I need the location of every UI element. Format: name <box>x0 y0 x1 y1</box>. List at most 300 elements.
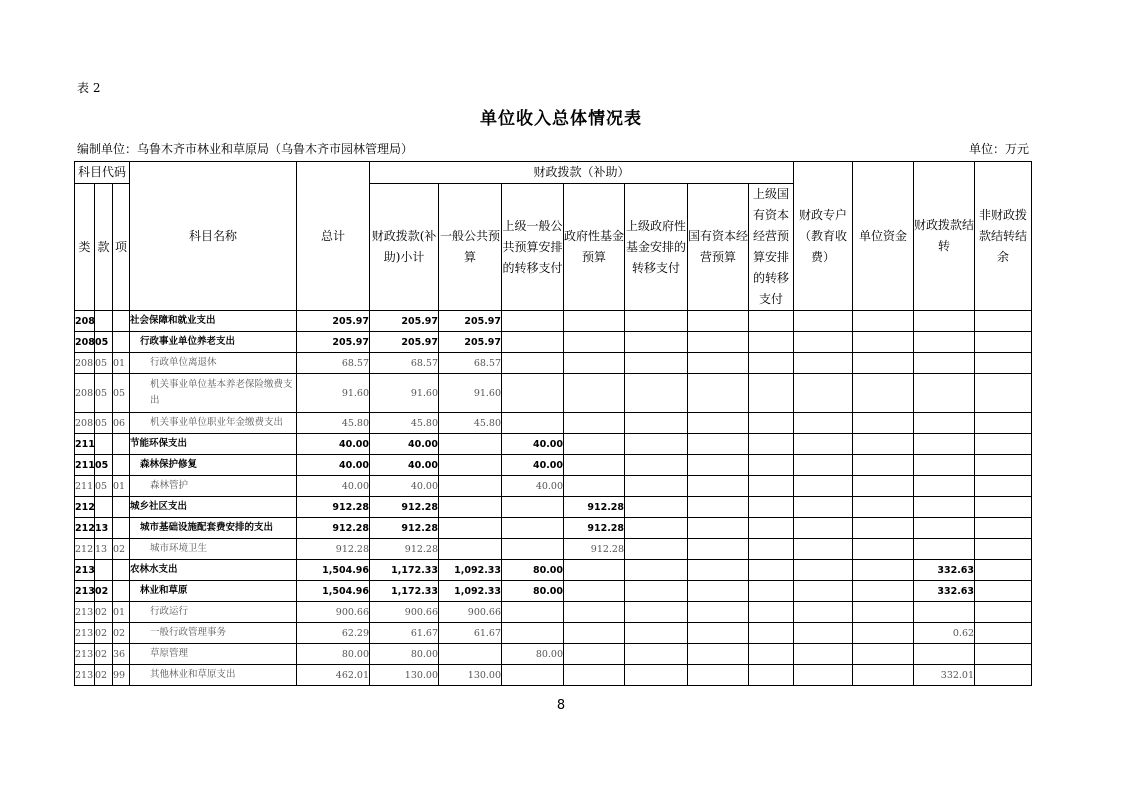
cell-carry <box>914 434 975 455</box>
cell-upper-gov-fund <box>625 623 688 644</box>
cell-xiang: 36 <box>113 644 130 665</box>
cell-subtotal: 80.00 <box>370 644 439 665</box>
cell-general: 61.67 <box>439 623 502 644</box>
cell-upper-general: 80.00 <box>502 581 564 602</box>
cell-upper-gov-fund <box>625 665 688 686</box>
cell-name: 行政事业单位养老支出 <box>130 332 297 353</box>
cell-upper-state-capital <box>749 353 794 374</box>
cell-unit <box>853 539 914 560</box>
cell-xiang: 05 <box>113 374 130 413</box>
cell-unit <box>853 311 914 332</box>
cell-noncarry <box>975 644 1032 665</box>
cell-total: 40.00 <box>297 476 370 497</box>
cell-carry <box>914 332 975 353</box>
cell-noncarry <box>975 455 1032 476</box>
header-fiscal-carryover: 财政拨款结转 <box>914 162 975 311</box>
header-general-budget: 一般公共预算 <box>439 184 502 311</box>
cell-state-capital <box>688 497 749 518</box>
cell-kuan: 02 <box>95 602 113 623</box>
cell-gov-fund <box>564 560 625 581</box>
cell-kuan: 02 <box>95 623 113 644</box>
cell-upper-general: 40.00 <box>502 455 564 476</box>
cell-upper-general: 80.00 <box>502 644 564 665</box>
cell-lei: 213 <box>75 581 95 602</box>
cell-total: 1,504.96 <box>297 560 370 581</box>
cell-total: 205.97 <box>297 311 370 332</box>
cell-lei: 208 <box>75 353 95 374</box>
cell-lei: 213 <box>75 560 95 581</box>
cell-general <box>439 476 502 497</box>
cell-noncarry <box>975 374 1032 413</box>
cell-carry: 332.63 <box>914 581 975 602</box>
cell-subtotal: 205.97 <box>370 311 439 332</box>
cell-name: 森林保护修复 <box>130 455 297 476</box>
cell-noncarry <box>975 665 1032 686</box>
cell-subtotal: 1,172.33 <box>370 560 439 581</box>
cell-total: 912.28 <box>297 539 370 560</box>
cell-kuan: 02 <box>95 644 113 665</box>
cell-gov-fund: 912.28 <box>564 497 625 518</box>
cell-upper-gov-fund <box>625 455 688 476</box>
cell-subtotal: 912.28 <box>370 497 439 518</box>
cell-gov-fund <box>564 353 625 374</box>
cell-subtotal: 40.00 <box>370 455 439 476</box>
header-lei: 类 <box>75 184 95 311</box>
cell-upper-general <box>502 311 564 332</box>
cell-general: 205.97 <box>439 311 502 332</box>
cell-name: 行政单位离退休 <box>130 353 297 374</box>
cell-carry <box>914 539 975 560</box>
cell-name: 草原管理 <box>130 644 297 665</box>
cell-name: 其他林业和草原支出 <box>130 665 297 686</box>
cell-general <box>439 455 502 476</box>
cell-name: 林业和草原 <box>130 581 297 602</box>
cell-gov-fund <box>564 644 625 665</box>
header-upper-general: 上级一般公共预算安排的转移支付 <box>502 184 564 311</box>
cell-special <box>794 665 853 686</box>
cell-lei: 211 <box>75 434 95 455</box>
cell-xiang: 99 <box>113 665 130 686</box>
cell-kuan: 05 <box>95 455 113 476</box>
cell-upper-state-capital <box>749 602 794 623</box>
cell-carry <box>914 455 975 476</box>
cell-subtotal: 1,172.33 <box>370 581 439 602</box>
cell-upper-general: 40.00 <box>502 476 564 497</box>
cell-upper-gov-fund <box>625 497 688 518</box>
cell-unit <box>853 434 914 455</box>
compiling-unit: 编制单位：乌鲁木齐市林业和草原局（乌鲁木齐市园林管理局） <box>77 142 414 156</box>
table-row <box>75 602 1032 623</box>
header-unit-funds: 单位资金 <box>853 162 914 311</box>
cell-upper-gov-fund <box>625 518 688 539</box>
cell-carry <box>914 602 975 623</box>
header-state-capital: 国有资本经营预算 <box>688 184 749 311</box>
cell-lei: 211 <box>75 476 95 497</box>
cell-total: 80.00 <box>297 644 370 665</box>
header-fiscal-subtotal: 财政拨款(补助)小计 <box>370 184 439 311</box>
cell-subtotal: 900.66 <box>370 602 439 623</box>
cell-upper-state-capital <box>749 434 794 455</box>
cell-upper-gov-fund <box>625 413 688 434</box>
table-row <box>75 332 1032 353</box>
currency-unit: 单位：万元 <box>968 142 1029 156</box>
cell-upper-gov-fund <box>625 581 688 602</box>
cell-gov-fund <box>564 455 625 476</box>
cell-xiang <box>113 581 130 602</box>
cell-general <box>439 644 502 665</box>
table-row <box>75 623 1032 644</box>
cell-state-capital <box>688 518 749 539</box>
cell-subtotal: 912.28 <box>370 539 439 560</box>
cell-upper-general: 80.00 <box>502 560 564 581</box>
cell-xiang <box>113 560 130 581</box>
cell-upper-gov-fund <box>625 332 688 353</box>
cell-upper-state-capital <box>749 560 794 581</box>
cell-carry: 332.63 <box>914 560 975 581</box>
cell-state-capital <box>688 644 749 665</box>
cell-state-capital <box>688 623 749 644</box>
cell-xiang: 01 <box>113 476 130 497</box>
cell-state-capital <box>688 665 749 686</box>
cell-unit <box>853 602 914 623</box>
cell-special <box>794 644 853 665</box>
page-number: 8 <box>556 698 566 713</box>
cell-state-capital <box>688 374 749 413</box>
cell-upper-general <box>502 332 564 353</box>
income-table <box>74 161 1032 686</box>
cell-upper-state-capital <box>749 455 794 476</box>
cell-unit <box>853 413 914 434</box>
header-upper-gov-fund: 上级政府性基金安排的转移支付 <box>625 184 688 311</box>
cell-special <box>794 311 853 332</box>
cell-upper-gov-fund <box>625 539 688 560</box>
cell-special <box>794 413 853 434</box>
cell-name: 城市基础设施配套费安排的支出 <box>130 518 297 539</box>
cell-upper-state-capital <box>749 413 794 434</box>
cell-general <box>439 497 502 518</box>
cell-noncarry <box>975 353 1032 374</box>
cell-total: 91.60 <box>297 374 370 413</box>
cell-gov-fund <box>564 665 625 686</box>
cell-state-capital <box>688 413 749 434</box>
cell-noncarry <box>975 623 1032 644</box>
cell-general: 91.60 <box>439 374 502 413</box>
cell-carry <box>914 353 975 374</box>
table-row <box>75 518 1032 539</box>
cell-upper-gov-fund <box>625 311 688 332</box>
cell-upper-gov-fund <box>625 476 688 497</box>
cell-lei: 208 <box>75 413 95 434</box>
header-fiscal-group: 财政拨款（补助） <box>370 162 794 184</box>
cell-xiang <box>113 311 130 332</box>
cell-upper-general <box>502 665 564 686</box>
cell-subtotal: 68.57 <box>370 353 439 374</box>
cell-subtotal: 912.28 <box>370 518 439 539</box>
cell-kuan: 05 <box>95 476 113 497</box>
cell-lei: 208 <box>75 311 95 332</box>
cell-state-capital <box>688 602 749 623</box>
cell-upper-state-capital <box>749 644 794 665</box>
cell-general: 130.00 <box>439 665 502 686</box>
cell-upper-gov-fund <box>625 434 688 455</box>
cell-kuan: 05 <box>95 332 113 353</box>
cell-kuan: 02 <box>95 665 113 686</box>
table-row <box>75 413 1032 434</box>
cell-kuan: 05 <box>95 374 113 413</box>
cell-unit <box>853 644 914 665</box>
cell-total: 462.01 <box>297 665 370 686</box>
table-row <box>75 560 1032 581</box>
cell-xiang: 06 <box>113 413 130 434</box>
cell-xiang <box>113 497 130 518</box>
cell-state-capital <box>688 434 749 455</box>
cell-gov-fund <box>564 374 625 413</box>
cell-noncarry <box>975 476 1032 497</box>
cell-total: 205.97 <box>297 332 370 353</box>
table-row <box>75 581 1032 602</box>
cell-subtotal: 40.00 <box>370 476 439 497</box>
cell-general <box>439 518 502 539</box>
cell-unit <box>853 374 914 413</box>
cell-kuan: 13 <box>95 518 113 539</box>
cell-noncarry <box>975 581 1032 602</box>
cell-special <box>794 623 853 644</box>
cell-total: 912.28 <box>297 518 370 539</box>
cell-unit <box>853 332 914 353</box>
cell-xiang: 01 <box>113 602 130 623</box>
cell-total: 40.00 <box>297 455 370 476</box>
cell-upper-general: 40.00 <box>502 434 564 455</box>
cell-name: 机关事业单位基本养老保险缴费支出 <box>130 374 297 413</box>
cell-name: 节能环保支出 <box>130 434 297 455</box>
cell-gov-fund <box>564 311 625 332</box>
cell-gov-fund: 912.28 <box>564 518 625 539</box>
cell-unit <box>853 476 914 497</box>
cell-upper-state-capital <box>749 476 794 497</box>
cell-special <box>794 353 853 374</box>
cell-noncarry <box>975 311 1032 332</box>
cell-total: 45.80 <box>297 413 370 434</box>
cell-general: 205.97 <box>439 332 502 353</box>
cell-general: 45.80 <box>439 413 502 434</box>
cell-upper-state-capital <box>749 332 794 353</box>
cell-noncarry <box>975 539 1032 560</box>
cell-noncarry <box>975 497 1032 518</box>
header-subject-code: 科目代码 <box>75 162 130 184</box>
cell-gov-fund <box>564 413 625 434</box>
cell-xiang: 02 <box>113 539 130 560</box>
cell-kuan: 02 <box>95 581 113 602</box>
cell-gov-fund <box>564 602 625 623</box>
cell-upper-state-capital <box>749 623 794 644</box>
cell-name: 城市环境卫生 <box>130 539 297 560</box>
cell-unit <box>853 560 914 581</box>
table-row <box>75 644 1032 665</box>
cell-carry <box>914 311 975 332</box>
cell-gov-fund <box>564 581 625 602</box>
cell-special <box>794 332 853 353</box>
cell-general <box>439 539 502 560</box>
cell-name: 社会保障和就业支出 <box>130 311 297 332</box>
cell-upper-state-capital <box>749 665 794 686</box>
header-xiang: 项 <box>113 184 130 311</box>
cell-kuan <box>95 560 113 581</box>
header-fiscal-special: 财政专户（教育收费） <box>794 162 853 311</box>
cell-special <box>794 539 853 560</box>
cell-state-capital <box>688 476 749 497</box>
cell-xiang <box>113 332 130 353</box>
cell-special <box>794 560 853 581</box>
cell-special <box>794 581 853 602</box>
cell-state-capital <box>688 353 749 374</box>
cell-unit <box>853 353 914 374</box>
cell-upper-state-capital <box>749 374 794 413</box>
cell-upper-general <box>502 539 564 560</box>
cell-unit <box>853 497 914 518</box>
cell-upper-general <box>502 518 564 539</box>
cell-kuan: 13 <box>95 539 113 560</box>
cell-upper-state-capital <box>749 581 794 602</box>
cell-upper-general <box>502 497 564 518</box>
cell-upper-general <box>502 623 564 644</box>
cell-lei: 208 <box>75 332 95 353</box>
cell-general <box>439 434 502 455</box>
cell-noncarry <box>975 434 1032 455</box>
cell-total: 62.29 <box>297 623 370 644</box>
cell-carry <box>914 476 975 497</box>
cell-lei: 213 <box>75 644 95 665</box>
header-kuan: 款 <box>95 184 113 311</box>
cell-state-capital <box>688 539 749 560</box>
header-total: 总计 <box>297 162 370 311</box>
cell-carry: 0.62 <box>914 623 975 644</box>
cell-unit <box>853 623 914 644</box>
cell-lei: 212 <box>75 497 95 518</box>
cell-name: 农林水支出 <box>130 560 297 581</box>
header-upper-state-capital: 上级国有资本经营预算安排的转移支付 <box>749 184 794 311</box>
table-row <box>75 539 1032 560</box>
cell-total: 68.57 <box>297 353 370 374</box>
cell-carry <box>914 413 975 434</box>
cell-upper-state-capital <box>749 497 794 518</box>
cell-special <box>794 455 853 476</box>
cell-name: 行政运行 <box>130 602 297 623</box>
cell-xiang <box>113 518 130 539</box>
cell-unit <box>853 665 914 686</box>
cell-kuan <box>95 311 113 332</box>
cell-kuan <box>95 434 113 455</box>
table-row <box>75 665 1032 686</box>
cell-lei: 213 <box>75 602 95 623</box>
cell-general: 900.66 <box>439 602 502 623</box>
cell-total: 912.28 <box>297 497 370 518</box>
cell-special <box>794 374 853 413</box>
cell-upper-state-capital <box>749 311 794 332</box>
cell-carry <box>914 644 975 665</box>
cell-lei: 211 <box>75 455 95 476</box>
cell-carry <box>914 374 975 413</box>
table-row <box>75 311 1032 332</box>
cell-lei: 212 <box>75 539 95 560</box>
cell-special <box>794 602 853 623</box>
cell-subtotal: 130.00 <box>370 665 439 686</box>
table-row <box>75 374 1032 413</box>
cell-upper-general <box>502 602 564 623</box>
cell-kuan: 05 <box>95 413 113 434</box>
cell-lei: 208 <box>75 374 95 413</box>
header-gov-fund: 政府性基金预算 <box>564 184 625 311</box>
cell-noncarry <box>975 560 1032 581</box>
cell-gov-fund <box>564 434 625 455</box>
cell-carry <box>914 518 975 539</box>
cell-general: 1,092.33 <box>439 560 502 581</box>
cell-state-capital <box>688 455 749 476</box>
cell-general: 68.57 <box>439 353 502 374</box>
cell-noncarry <box>975 518 1032 539</box>
cell-name: 城乡社区支出 <box>130 497 297 518</box>
cell-lei: 213 <box>75 665 95 686</box>
cell-upper-general <box>502 353 564 374</box>
cell-name: 森林管护 <box>130 476 297 497</box>
cell-subtotal: 91.60 <box>370 374 439 413</box>
table-row <box>75 353 1032 374</box>
header-nonfiscal-carryover: 非财政拨款结转结余 <box>975 162 1032 311</box>
cell-noncarry <box>975 602 1032 623</box>
cell-special <box>794 434 853 455</box>
cell-carry <box>914 497 975 518</box>
cell-subtotal: 205.97 <box>370 332 439 353</box>
cell-upper-gov-fund <box>625 560 688 581</box>
cell-xiang: 01 <box>113 353 130 374</box>
cell-upper-general <box>502 374 564 413</box>
cell-name: 机关事业单位职业年金缴费支出 <box>130 413 297 434</box>
cell-unit <box>853 518 914 539</box>
cell-upper-gov-fund <box>625 644 688 665</box>
table-row <box>75 497 1032 518</box>
cell-subtotal: 45.80 <box>370 413 439 434</box>
cell-upper-gov-fund <box>625 602 688 623</box>
cell-state-capital <box>688 332 749 353</box>
cell-gov-fund <box>564 623 625 644</box>
cell-noncarry <box>975 332 1032 353</box>
cell-unit <box>853 581 914 602</box>
cell-general: 1,092.33 <box>439 581 502 602</box>
cell-lei: 212 <box>75 518 95 539</box>
header-subject-name: 科目名称 <box>130 162 297 311</box>
cell-special <box>794 476 853 497</box>
cell-state-capital <box>688 581 749 602</box>
table-row <box>75 476 1032 497</box>
cell-kuan: 05 <box>95 353 113 374</box>
cell-state-capital <box>688 311 749 332</box>
cell-upper-state-capital <box>749 518 794 539</box>
cell-carry: 332.01 <box>914 665 975 686</box>
cell-xiang <box>113 434 130 455</box>
cell-lei: 213 <box>75 623 95 644</box>
cell-unit <box>853 455 914 476</box>
cell-noncarry <box>975 413 1032 434</box>
cell-upper-state-capital <box>749 539 794 560</box>
table-label: 表 2 <box>77 81 101 95</box>
cell-gov-fund <box>564 332 625 353</box>
cell-upper-gov-fund <box>625 374 688 413</box>
cell-upper-general <box>502 413 564 434</box>
table-row <box>75 455 1032 476</box>
cell-gov-fund <box>564 476 625 497</box>
cell-subtotal: 61.67 <box>370 623 439 644</box>
cell-xiang: 02 <box>113 623 130 644</box>
cell-gov-fund: 912.28 <box>564 539 625 560</box>
